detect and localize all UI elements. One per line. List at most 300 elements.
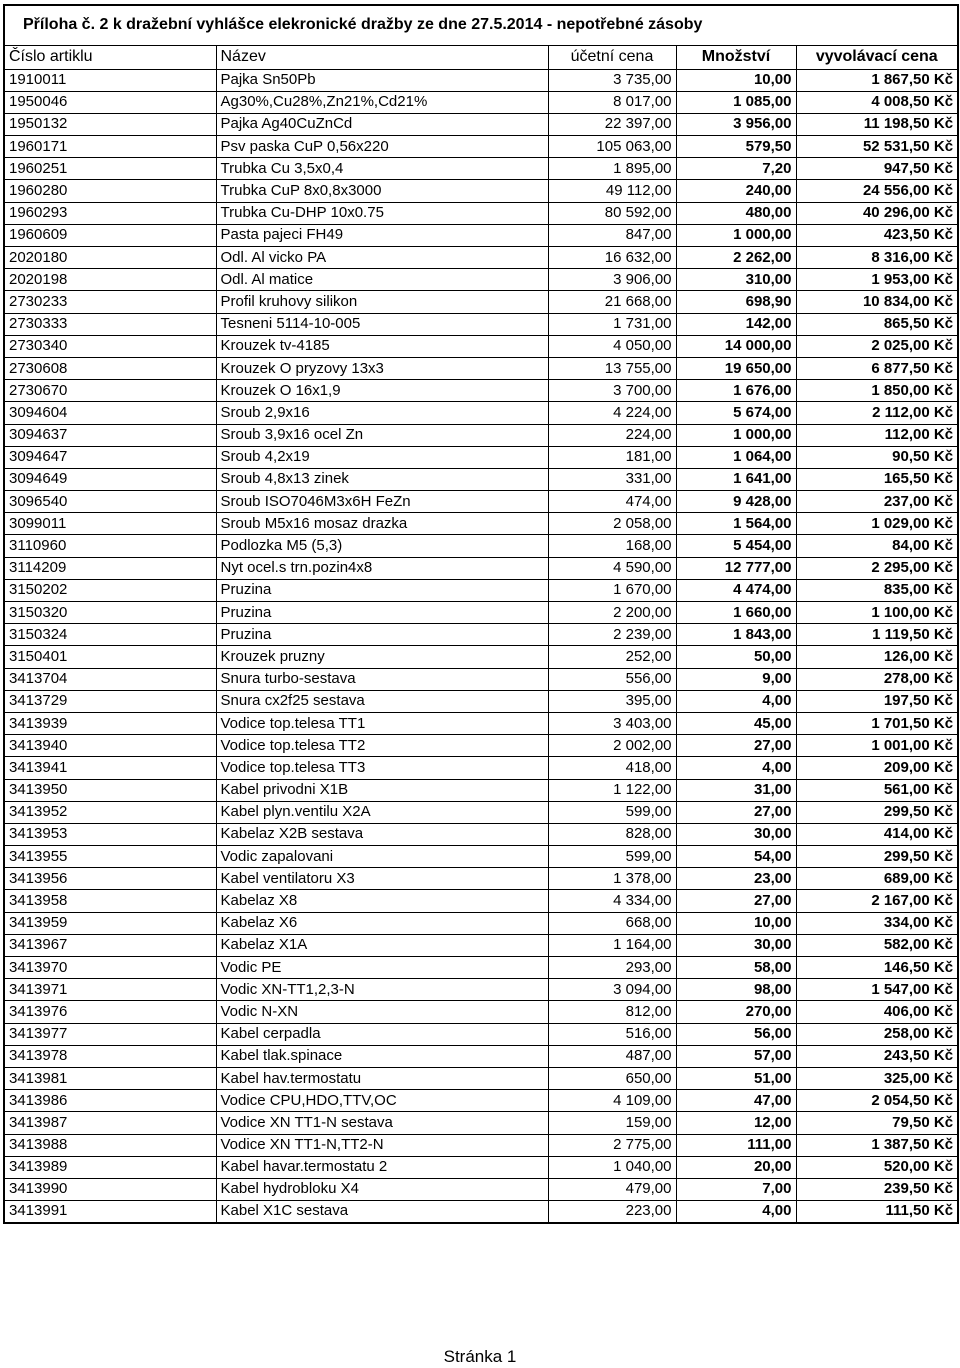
table-row [4, 158, 958, 180]
item-name-cell: Krouzek pruzny [216, 646, 548, 668]
table-row [4, 69, 958, 91]
table-row [4, 468, 958, 490]
accounting-price-cell: 13 755,00 [548, 357, 676, 379]
item-name-cell: Trubka Cu 3,5x0,4 [216, 158, 548, 180]
accounting-price-cell: 331,00 [548, 468, 676, 490]
item-name-cell: Pajka Sn50Pb [216, 69, 548, 91]
quantity-cell: 27,00 [676, 890, 796, 912]
quantity-cell: 579,50 [676, 136, 796, 158]
article-number-cell: 1960609 [4, 224, 216, 246]
starting-price-cell: 237,00 Kč [796, 491, 958, 513]
quantity-cell: 9 428,00 [676, 491, 796, 513]
article-number-cell: 3413989 [4, 1156, 216, 1178]
article-number-cell: 3094649 [4, 468, 216, 490]
accounting-price-cell: 252,00 [548, 646, 676, 668]
table-row [4, 690, 958, 712]
article-number-cell: 3094647 [4, 446, 216, 468]
quantity-cell: 20,00 [676, 1156, 796, 1178]
column-header-name: Název [216, 45, 548, 69]
item-name-cell: Sroub 3,9x16 ocel Zn [216, 424, 548, 446]
table-row [4, 957, 958, 979]
table-row [4, 513, 958, 535]
starting-price-cell: 111,50 Kč [796, 1201, 958, 1223]
accounting-price-cell: 2 239,00 [548, 624, 676, 646]
accounting-price-cell: 22 397,00 [548, 113, 676, 135]
item-name-cell: Kabelaz X2B sestava [216, 823, 548, 845]
accounting-price-cell: 668,00 [548, 912, 676, 934]
quantity-cell: 240,00 [676, 180, 796, 202]
quantity-cell: 5 454,00 [676, 535, 796, 557]
accounting-price-cell: 105 063,00 [548, 136, 676, 158]
item-name-cell: Vodice top.telesa TT1 [216, 712, 548, 734]
item-name-cell: Snura turbo-sestava [216, 668, 548, 690]
starting-price-cell: 243,50 Kč [796, 1045, 958, 1067]
accounting-price-cell: 2 058,00 [548, 513, 676, 535]
item-name-cell: Psv paska CuP 0,56x220 [216, 136, 548, 158]
accounting-price-cell: 1 378,00 [548, 868, 676, 890]
starting-price-cell: 561,00 Kč [796, 779, 958, 801]
table-row [4, 1112, 958, 1134]
starting-price-cell: 1 547,00 Kč [796, 979, 958, 1001]
table-row [4, 535, 958, 557]
quantity-cell: 57,00 [676, 1045, 796, 1067]
item-name-cell: Sroub M5x16 mosaz drazka [216, 513, 548, 535]
item-name-cell: Pasta pajeci FH49 [216, 224, 548, 246]
article-number-cell: 1910011 [4, 69, 216, 91]
quantity-cell: 1 564,00 [676, 513, 796, 535]
accounting-price-cell: 3 700,00 [548, 380, 676, 402]
article-number-cell: 3413704 [4, 668, 216, 690]
accounting-price-cell: 1 670,00 [548, 579, 676, 601]
item-name-cell: Sroub 4,2x19 [216, 446, 548, 468]
quantity-cell: 51,00 [676, 1067, 796, 1089]
article-number-cell: 3413987 [4, 1112, 216, 1134]
table-row [4, 1201, 958, 1223]
table-row [4, 224, 958, 246]
item-name-cell: Profil kruhovy silikon [216, 291, 548, 313]
article-number-cell: 2730333 [4, 313, 216, 335]
page-number: Stránka 1 [443, 1347, 517, 1366]
accounting-price-cell: 3 735,00 [548, 69, 676, 91]
table-row [4, 868, 958, 890]
quantity-cell: 142,00 [676, 313, 796, 335]
column-header-quantity: Množství [676, 45, 796, 69]
quantity-cell: 1 843,00 [676, 624, 796, 646]
starting-price-cell: 520,00 Kč [796, 1156, 958, 1178]
table-row [4, 624, 958, 646]
article-number-cell: 3413977 [4, 1023, 216, 1045]
item-name-cell: Kabel tlak.spinace [216, 1045, 548, 1067]
quantity-cell: 1 660,00 [676, 602, 796, 624]
quantity-cell: 45,00 [676, 712, 796, 734]
article-number-cell: 3096540 [4, 491, 216, 513]
item-name-cell: Trubka CuP 8x0,8x3000 [216, 180, 548, 202]
accounting-price-cell: 80 592,00 [548, 202, 676, 224]
starting-price-cell: 24 556,00 Kč [796, 180, 958, 202]
item-name-cell: Ag30%,Cu28%,Zn21%,Cd21% [216, 91, 548, 113]
starting-price-cell: 10 834,00 Kč [796, 291, 958, 313]
accounting-price-cell: 487,00 [548, 1045, 676, 1067]
item-name-cell: Kabel cerpadla [216, 1023, 548, 1045]
table-row [4, 668, 958, 690]
article-number-cell: 1950132 [4, 113, 216, 135]
starting-price-cell: 165,50 Kč [796, 468, 958, 490]
item-name-cell: Pruzina [216, 624, 548, 646]
accounting-price-cell: 479,00 [548, 1178, 676, 1200]
quantity-cell: 1 676,00 [676, 380, 796, 402]
starting-price-cell: 1 701,50 Kč [796, 712, 958, 734]
accounting-price-cell: 599,00 [548, 846, 676, 868]
item-name-cell: Odl. Al matice [216, 269, 548, 291]
accounting-price-cell: 828,00 [548, 823, 676, 845]
starting-price-cell: 423,50 Kč [796, 224, 958, 246]
quantity-cell: 310,00 [676, 269, 796, 291]
table-row [4, 1045, 958, 1067]
table-row [4, 934, 958, 956]
article-number-cell: 3413940 [4, 735, 216, 757]
quantity-cell: 4,00 [676, 757, 796, 779]
table-row [4, 779, 958, 801]
quantity-cell: 19 650,00 [676, 357, 796, 379]
starting-price-cell: 299,50 Kč [796, 801, 958, 823]
starting-price-cell: 414,00 Kč [796, 823, 958, 845]
table-row [4, 269, 958, 291]
starting-price-cell: 299,50 Kč [796, 846, 958, 868]
quantity-cell: 56,00 [676, 1023, 796, 1045]
accounting-price-cell: 2 002,00 [548, 735, 676, 757]
item-name-cell: Odl. Al vicko PA [216, 247, 548, 269]
article-number-cell: 3413953 [4, 823, 216, 845]
table-row [4, 380, 958, 402]
article-number-cell: 3413959 [4, 912, 216, 934]
starting-price-cell: 4 008,50 Kč [796, 91, 958, 113]
accounting-price-cell: 168,00 [548, 535, 676, 557]
item-name-cell: Tesneni 5114-10-005 [216, 313, 548, 335]
item-name-cell: Kabelaz X6 [216, 912, 548, 934]
accounting-price-cell: 2 200,00 [548, 602, 676, 624]
item-name-cell: Kabel X1C sestava [216, 1201, 548, 1223]
accounting-price-cell: 847,00 [548, 224, 676, 246]
quantity-cell: 98,00 [676, 979, 796, 1001]
table-row [4, 823, 958, 845]
article-number-cell: 3413990 [4, 1178, 216, 1200]
item-name-cell: Krouzek O pryzovy 13x3 [216, 357, 548, 379]
accounting-price-cell: 181,00 [548, 446, 676, 468]
quantity-cell: 3 956,00 [676, 113, 796, 135]
accounting-price-cell: 1 731,00 [548, 313, 676, 335]
article-number-cell: 3413991 [4, 1201, 216, 1223]
starting-price-cell: 2 167,00 Kč [796, 890, 958, 912]
item-name-cell: Vodic zapalovani [216, 846, 548, 868]
article-number-cell: 1960251 [4, 158, 216, 180]
quantity-cell: 111,00 [676, 1134, 796, 1156]
item-name-cell: Vodice top.telesa TT2 [216, 735, 548, 757]
item-name-cell: Vodic N-XN [216, 1001, 548, 1023]
article-number-cell: 3150401 [4, 646, 216, 668]
starting-price-cell: 84,00 Kč [796, 535, 958, 557]
starting-price-cell: 112,00 Kč [796, 424, 958, 446]
accounting-price-cell: 812,00 [548, 1001, 676, 1023]
quantity-cell: 4,00 [676, 690, 796, 712]
item-name-cell: Pruzina [216, 579, 548, 601]
accounting-price-cell: 3 403,00 [548, 712, 676, 734]
table-row [4, 424, 958, 446]
starting-price-cell: 1 119,50 Kč [796, 624, 958, 646]
accounting-price-cell: 16 632,00 [548, 247, 676, 269]
accounting-price-cell: 4 590,00 [548, 557, 676, 579]
item-name-cell: Kabel plyn.ventilu X2A [216, 801, 548, 823]
table-row [4, 979, 958, 1001]
starting-price-cell: 126,00 Kč [796, 646, 958, 668]
table-row [4, 801, 958, 823]
accounting-price-cell: 3 094,00 [548, 979, 676, 1001]
table-row [4, 712, 958, 734]
item-name-cell: Sroub 4,8x13 zinek [216, 468, 548, 490]
table-row [4, 846, 958, 868]
item-name-cell: Vodic XN-TT1,2,3-N [216, 979, 548, 1001]
table-row [4, 1067, 958, 1089]
accounting-price-cell: 293,00 [548, 957, 676, 979]
article-number-cell: 3413967 [4, 934, 216, 956]
article-number-cell: 3413986 [4, 1090, 216, 1112]
starting-price-cell: 197,50 Kč [796, 690, 958, 712]
article-number-cell: 3413958 [4, 890, 216, 912]
table-row [4, 1156, 958, 1178]
quantity-cell: 47,00 [676, 1090, 796, 1112]
column-header-article-number: Číslo artiklu [4, 45, 216, 69]
item-name-cell: Pajka Ag40CuZnCd [216, 113, 548, 135]
item-name-cell: Kabelaz X1A [216, 934, 548, 956]
quantity-cell: 12,00 [676, 1112, 796, 1134]
item-name-cell: Vodice XN TT1-N sestava [216, 1112, 548, 1134]
article-number-cell: 2730608 [4, 357, 216, 379]
table-row [4, 757, 958, 779]
article-number-cell: 3413970 [4, 957, 216, 979]
article-number-cell: 3413956 [4, 868, 216, 890]
starting-price-cell: 325,00 Kč [796, 1067, 958, 1089]
accounting-price-cell: 4 050,00 [548, 335, 676, 357]
table-row [4, 912, 958, 934]
table-row [4, 136, 958, 158]
article-number-cell: 1960171 [4, 136, 216, 158]
starting-price-cell: 2 054,50 Kč [796, 1090, 958, 1112]
table-row [4, 1023, 958, 1045]
quantity-cell: 50,00 [676, 646, 796, 668]
quantity-cell: 1 000,00 [676, 224, 796, 246]
quantity-cell: 1 085,00 [676, 91, 796, 113]
item-name-cell: Snura cx2f25 sestava [216, 690, 548, 712]
article-number-cell: 2020180 [4, 247, 216, 269]
header-row [4, 45, 958, 69]
starting-price-cell: 11 198,50 Kč [796, 113, 958, 135]
table-body [4, 69, 958, 1223]
article-number-cell: 3413950 [4, 779, 216, 801]
table-row [4, 1178, 958, 1200]
article-number-cell: 1950046 [4, 91, 216, 113]
quantity-cell: 9,00 [676, 668, 796, 690]
article-number-cell: 1960293 [4, 202, 216, 224]
quantity-cell: 7,20 [676, 158, 796, 180]
starting-price-cell: 865,50 Kč [796, 313, 958, 335]
article-number-cell: 3413988 [4, 1134, 216, 1156]
starting-price-cell: 6 877,50 Kč [796, 357, 958, 379]
table-row [4, 1001, 958, 1023]
accounting-price-cell: 650,00 [548, 1067, 676, 1089]
article-number-cell: 3114209 [4, 557, 216, 579]
document-title: Příloha č. 2 k dražební vyhlášce elekronické dražby ze dne 27.5.2014 - nepotřebné zásoby [4, 5, 958, 45]
article-number-cell: 3110960 [4, 535, 216, 557]
item-name-cell: Vodice CPU,HDO,TTV,OC [216, 1090, 548, 1112]
article-number-cell: 2730340 [4, 335, 216, 357]
column-header-accounting-price: účetní cena [548, 45, 676, 69]
table-row [4, 602, 958, 624]
article-number-cell: 2730670 [4, 380, 216, 402]
item-name-cell: Vodice XN TT1-N,TT2-N [216, 1134, 548, 1156]
quantity-cell: 270,00 [676, 1001, 796, 1023]
table-row [4, 402, 958, 424]
table-row [4, 1134, 958, 1156]
article-number-cell: 2730233 [4, 291, 216, 313]
accounting-price-cell: 4 224,00 [548, 402, 676, 424]
starting-price-cell: 209,00 Kč [796, 757, 958, 779]
quantity-cell: 12 777,00 [676, 557, 796, 579]
item-name-cell: Kabel privodni X1B [216, 779, 548, 801]
quantity-cell: 5 674,00 [676, 402, 796, 424]
table-row [4, 247, 958, 269]
document-sheet [3, 4, 957, 1224]
table-row [4, 446, 958, 468]
starting-price-cell: 947,50 Kč [796, 158, 958, 180]
starting-price-cell: 2 112,00 Kč [796, 402, 958, 424]
quantity-cell: 1 641,00 [676, 468, 796, 490]
article-number-cell: 3413939 [4, 712, 216, 734]
quantity-cell: 31,00 [676, 779, 796, 801]
quantity-cell: 27,00 [676, 801, 796, 823]
starting-price-cell: 8 316,00 Kč [796, 247, 958, 269]
starting-price-cell: 52 531,50 Kč [796, 136, 958, 158]
article-number-cell: 3413955 [4, 846, 216, 868]
accounting-price-cell: 1 164,00 [548, 934, 676, 956]
table-row [4, 180, 958, 202]
accounting-price-cell: 1 895,00 [548, 158, 676, 180]
table-row [4, 202, 958, 224]
starting-price-cell: 1 100,00 Kč [796, 602, 958, 624]
starting-price-cell: 1 953,00 Kč [796, 269, 958, 291]
accounting-price-cell: 395,00 [548, 690, 676, 712]
quantity-cell: 1 000,00 [676, 424, 796, 446]
item-name-cell: Sroub 2,9x16 [216, 402, 548, 424]
accounting-price-cell: 1 040,00 [548, 1156, 676, 1178]
item-name-cell: Krouzek O 16x1,9 [216, 380, 548, 402]
accounting-price-cell: 1 122,00 [548, 779, 676, 801]
accounting-price-cell: 21 668,00 [548, 291, 676, 313]
table-row [4, 735, 958, 757]
starting-price-cell: 835,00 Kč [796, 579, 958, 601]
item-name-cell: Kabel havar.termostatu 2 [216, 1156, 548, 1178]
item-name-cell: Kabelaz X8 [216, 890, 548, 912]
starting-price-cell: 1 029,00 Kč [796, 513, 958, 535]
starting-price-cell: 79,50 Kč [796, 1112, 958, 1134]
quantity-cell: 58,00 [676, 957, 796, 979]
accounting-price-cell: 8 017,00 [548, 91, 676, 113]
item-name-cell: Pruzina [216, 602, 548, 624]
article-number-cell: 3094637 [4, 424, 216, 446]
starting-price-cell: 239,50 Kč [796, 1178, 958, 1200]
item-name-cell: Kabel hydrobloku X4 [216, 1178, 548, 1200]
article-number-cell: 3150320 [4, 602, 216, 624]
accounting-price-cell: 4 334,00 [548, 890, 676, 912]
item-name-cell: Kabel ventilatoru X3 [216, 868, 548, 890]
quantity-cell: 698,90 [676, 291, 796, 313]
table-row [4, 113, 958, 135]
item-name-cell: Nyt ocel.s trn.pozin4x8 [216, 557, 548, 579]
article-number-cell: 3413981 [4, 1067, 216, 1089]
starting-price-cell: 1 001,00 Kč [796, 735, 958, 757]
article-number-cell: 3413976 [4, 1001, 216, 1023]
column-header-starting-price: vyvolávací cena [796, 45, 958, 69]
accounting-price-cell: 474,00 [548, 491, 676, 513]
accounting-price-cell: 2 775,00 [548, 1134, 676, 1156]
table-row [4, 1090, 958, 1112]
item-name-cell: Kabel hav.termostatu [216, 1067, 548, 1089]
item-name-cell: Podlozka M5 (5,3) [216, 535, 548, 557]
quantity-cell: 2 262,00 [676, 247, 796, 269]
item-name-cell: Sroub ISO7046M3x6H FeZn [216, 491, 548, 513]
starting-price-cell: 2 025,00 Kč [796, 335, 958, 357]
table-row [4, 579, 958, 601]
accounting-price-cell: 556,00 [548, 668, 676, 690]
starting-price-cell: 2 295,00 Kč [796, 557, 958, 579]
starting-price-cell: 90,50 Kč [796, 446, 958, 468]
quantity-cell: 10,00 [676, 912, 796, 934]
quantity-cell: 480,00 [676, 202, 796, 224]
article-number-cell: 3413941 [4, 757, 216, 779]
accounting-price-cell: 516,00 [548, 1023, 676, 1045]
article-number-cell: 2020198 [4, 269, 216, 291]
quantity-cell: 54,00 [676, 846, 796, 868]
quantity-cell: 14 000,00 [676, 335, 796, 357]
article-number-cell: 3413729 [4, 690, 216, 712]
quantity-cell: 30,00 [676, 934, 796, 956]
starting-price-cell: 406,00 Kč [796, 1001, 958, 1023]
table-row [4, 335, 958, 357]
starting-price-cell: 146,50 Kč [796, 957, 958, 979]
item-name-cell: Trubka Cu-DHP 10x0.75 [216, 202, 548, 224]
table-row [4, 313, 958, 335]
accounting-price-cell: 223,00 [548, 1201, 676, 1223]
accounting-price-cell: 49 112,00 [548, 180, 676, 202]
auction-table [3, 4, 959, 1224]
accounting-price-cell: 4 109,00 [548, 1090, 676, 1112]
article-number-cell: 3094604 [4, 402, 216, 424]
quantity-cell: 30,00 [676, 823, 796, 845]
starting-price-cell: 334,00 Kč [796, 912, 958, 934]
quantity-cell: 4,00 [676, 1201, 796, 1223]
article-number-cell: 3413952 [4, 801, 216, 823]
starting-price-cell: 258,00 Kč [796, 1023, 958, 1045]
article-number-cell: 3413971 [4, 979, 216, 1001]
table-row [4, 557, 958, 579]
article-number-cell: 3150202 [4, 579, 216, 601]
accounting-price-cell: 418,00 [548, 757, 676, 779]
table-row [4, 646, 958, 668]
item-name-cell: Vodice top.telesa TT3 [216, 757, 548, 779]
article-number-cell: 1960280 [4, 180, 216, 202]
table-row [4, 91, 958, 113]
starting-price-cell: 1 867,50 Kč [796, 69, 958, 91]
quantity-cell: 4 474,00 [676, 579, 796, 601]
table-row [4, 291, 958, 313]
